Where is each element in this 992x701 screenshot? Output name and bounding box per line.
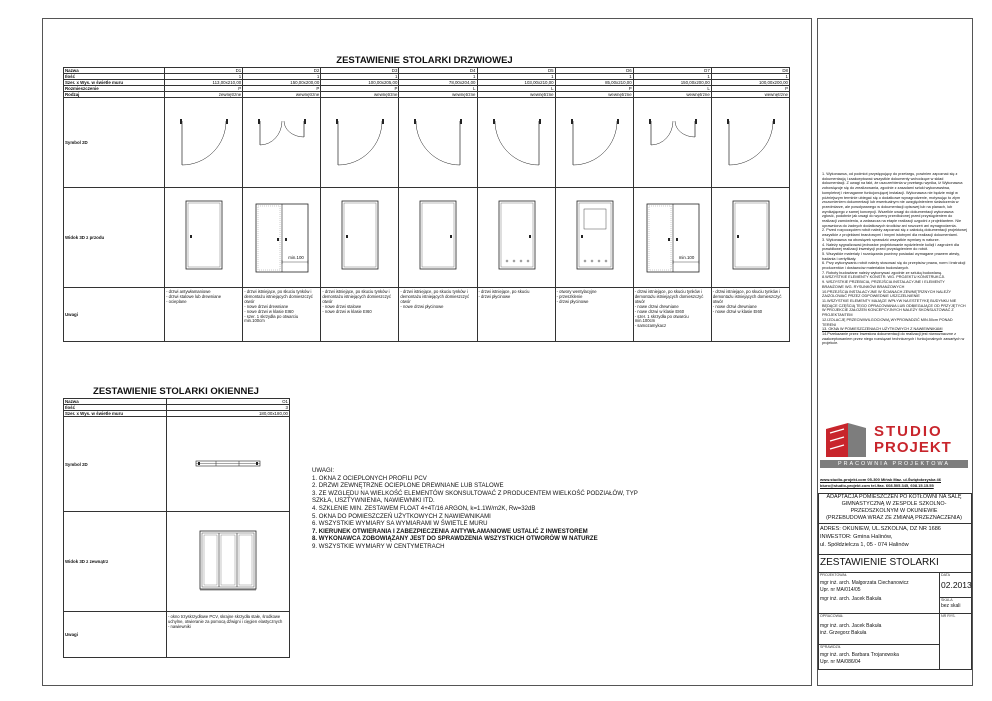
- door-type-cell: wewnętrzne: [477, 92, 555, 98]
- door-row-label-qty: Ilość: [64, 74, 165, 80]
- project-address: ADRES: OKUNIEW, UL.SZKOLNA, DZ NR 1686: [820, 526, 941, 532]
- door-row-label-type: Rodzaj: [64, 92, 165, 98]
- door-name-cell: D5: [477, 68, 555, 74]
- general-note-item: 3. ZE WZGLĘDU NA WIELKOŚĆ ELEMENTÓW SKONSULTOWAĆ Z PRODUCENTEM WIELKOŚĆ PODZIAŁÓW, TYP: [312, 489, 638, 497]
- door-type-cell: wewnętrzne: [243, 92, 321, 98]
- side-note-item: 7. Roboty budowlane należy wykonywać zgodnie ze sztuką budowlaną.: [822, 270, 943, 275]
- door-plan-symbol: [400, 107, 476, 177]
- door-qty-cell: 1: [477, 74, 555, 80]
- window-row-label-notes: Uwagi: [64, 612, 167, 658]
- checker-name: mgr inż. arch. Barbara Trojanowska: [820, 652, 899, 658]
- door-3d-cell: [555, 188, 633, 288]
- door-3d-cell: [399, 188, 477, 288]
- door-row-label-view3d: Widok 3D z przodu: [64, 188, 165, 288]
- door-notes-cell: - drzwi istniejące, po skuciu tynków i demontażu istniejących domieszczyć otwór - nowe drzwi stalowe - nowe drzwi w klasie EI60: [321, 288, 399, 342]
- door-3d-cell: [321, 188, 399, 288]
- window-plan-symbol: [168, 454, 288, 474]
- drafter-name-2: inż. Grzegorz Bakuła: [820, 630, 867, 636]
- side-note-item: 9. WSZYSTKIE PRZEBICIA, PRZEJŚCIA INSTALACYJNE I ELEMENTY BRANŻOWE WG. RYSUNKÓW BRANŻOWYCH: [822, 280, 945, 289]
- door-symbol-cell: [399, 98, 477, 188]
- window-3d-cell: [167, 512, 290, 612]
- side-note-item: 3. Wykonawca na obowiązek sprawdzić wszystkie wymiary w naturze.: [822, 237, 940, 242]
- general-note-item: 9. WSZYSTKIE WYMIARY W CENTYMETRACH: [312, 542, 445, 550]
- scale-label: SKALA: [941, 598, 953, 602]
- date-value: 02.2013: [941, 580, 972, 590]
- door-row-label-name: Nazwa: [64, 68, 165, 74]
- door-placement-cell: P: [555, 86, 633, 92]
- door-plan-symbol: [635, 107, 711, 177]
- date-label: DATA: [941, 573, 951, 577]
- door-plan-symbol: [244, 107, 320, 177]
- side-note-item: 12.IZOLACJĘ PRZECIWWILGOCIOWĄ WYPROWADZIĆ MIN.50cm PONAD TERENI: [822, 317, 953, 327]
- door-qty-cell: 1: [633, 74, 711, 80]
- role-checker-label: SPRAWDZIŁ: [820, 645, 841, 649]
- side-note-item: 1. Wykonawca, od podmiot przystępujący do przetargu, powinien zapoznać się z dokumentacją i zaakceptować wszystkie dokumenty wchodzące w skład dokumentacji. Z uwagi na fakt, że uszczerbienia w przetargu wynika, iż Wykonawca zobowiązuje się do zrealizowania, zgodnie z zasadami sztuki wykonawstwa, kompletnej i nienaganne funkcjonującej instalacji. Wykonawca nie będzie mógł w późniejszym terminie ubiegać się o dodatkowe wynagrodzenie, motywując to złym zrozumieniem dokumentacji lub ewentualnym nie uwzględnieniem świadczenia w przedmiarze, ale powoływanego w dokumentacji opisowej lub na planach, lub wynikającego z samej koncepcji. Wszelkie uwagi do dokumentacji wykonawca zgłosić, podobnie jak uwagi do wyceny przedłożonej przed przystąpieniem do realizacji zamówienia, a zwłaszcza na etapie realizacji uzgodni z projektantem. Nie uprawniona do żadnych dodatkowych środków ani roszczeń ani wynagrodzenia.: [822, 172, 963, 228]
- sheet-number-box: [939, 613, 972, 670]
- door-notes-cell: - drzwi istniejące, po skuciu tynków i demontażu istniejących domieszczyć otwór - nowe drzwi drewniane - nowe drzwi w klasie EI60 - szer. 1 skrzydła po otwarciu min.100cm: [243, 288, 321, 342]
- general-note-item: 6. WSZYSTKIE WYMIARY SA WYMIARAMI W ŚWIETLE MURU: [312, 520, 488, 528]
- door-type-cell: wewnętrzne: [555, 92, 633, 98]
- door-plan-symbol: [479, 107, 555, 177]
- door-size-cell: 100,00x200,00: [711, 80, 789, 86]
- general-note-item: 2. DRZWI ZEWNĘTRZNE OCIEPLONE DREWNIANE LUB STALOWE: [312, 482, 504, 490]
- door-placement-cell: P: [165, 86, 243, 92]
- door-symbol-cell: [477, 98, 555, 188]
- role-drafter-label: OPRACOWAŁ: [820, 614, 844, 618]
- window-row-label-size: Szer. x Wys. w świetle muru: [64, 411, 167, 417]
- door-placement-cell: P: [711, 86, 789, 92]
- side-note-item: 11.WSZYSTKIE ELEMENTY MAJĄCE WPŁYW NA ESTETYKĘ BUDYNKU NIE BĘDĄCE CZĘŚCIĄ TEGO OPRACOWANIA LUB ODBIEGAJĄCE OD PRZYJĘTYCH W PROJEKCIE ZAŁOŻEŃ KONCEPCYJNYCH NALEŻY SKONSULTOWAĆ Z PROJEKTANTEM: [822, 298, 966, 318]
- general-note-item: 8. WYKONAWCA ZOBOWIĄZANY JEST DO SPRAWDZENIA WSZYSTKICH OTWORÓW W NATURZE: [312, 535, 598, 543]
- door-type-cell: wewnętrzne: [633, 92, 711, 98]
- window-size: 180,00x180,00: [167, 411, 290, 417]
- door-3d-cell: [243, 188, 321, 288]
- door-name-cell: D4: [399, 68, 477, 74]
- door-size-cell: 85,00x210,00: [555, 80, 633, 86]
- sheet-title: ZESTAWIENIE STOLARKI: [820, 557, 939, 568]
- door-name-cell: D8: [711, 68, 789, 74]
- checker-license: Upr. nr MA/086/04: [820, 659, 861, 665]
- window-row-label-3d: Widok 3D z zewnątrz: [64, 512, 167, 612]
- door-qty-cell: 1: [399, 74, 477, 80]
- window-schedule-title: ZESTAWIENIE STOLARKI OKIENNEJ: [93, 386, 259, 397]
- project-investor: INWESTOR: Gmina Halinów,: [820, 534, 893, 540]
- designer-name: mgr inż. arch. Małgorzata Ciechanowicz: [820, 580, 909, 586]
- side-note-item: 13. OKNA W POMIESZCZENIACH UŻYTKOWYCH Z NAWIEWNIKAMI: [822, 327, 943, 332]
- door-dimension-label: min.100: [288, 255, 304, 260]
- door-qty-cell: 1: [321, 74, 399, 80]
- door-placement-cell: P: [243, 86, 321, 92]
- door-notes-cell: - drzwi istniejące, po skuciu tynków i demontażu istniejących domieszczyć otwór - nowe drzwi drewniane - nowe drzwi w klasie EI60: [711, 288, 789, 342]
- door-plan-symbol: [713, 107, 789, 177]
- door-plan-symbol: [166, 107, 242, 177]
- general-note-item: SZKŁA, USZTYWNIENIA, NAWIEWNIKI ITD.: [312, 497, 435, 505]
- side-note-item: 14.Przekazanie przez Inwestora dokumentacji do realizacji jest równoznaczne z zaakceptowaniem przez niego rozwiązań technicznych i funkcjonalnych zawartych w projekcie.: [822, 331, 965, 346]
- door-3d-cell: [633, 188, 711, 288]
- window-elevation: [168, 516, 288, 606]
- door-name-cell: D6: [555, 68, 633, 74]
- door-size-cell: 78,00x204,00: [399, 80, 477, 86]
- window-row-label-name: Nazwa: [64, 399, 167, 405]
- door-plan-symbol: [557, 107, 633, 177]
- designer-name-2: mgr inż. arch. Jacek Bakuła: [820, 596, 882, 602]
- door-notes-cell: - otwory wentylacyjne - przeszklenie - drzwi płycinowe: [555, 288, 633, 342]
- door-elevation: [479, 189, 555, 285]
- door-symbol-cell: [165, 98, 243, 188]
- window-qty: 3: [167, 405, 290, 411]
- general-note-item: 5. OKNA DO POMIESZCZEŃ UŻYTKOWYCH Z NAWIEWNIKAMI: [312, 512, 491, 520]
- door-placement-cell: L: [477, 86, 555, 92]
- door-type-cell: wewnętrzne: [399, 92, 477, 98]
- door-plan-symbol: [322, 107, 398, 177]
- door-placement-cell: L: [399, 86, 477, 92]
- logo-line1: STUDIO: [874, 423, 943, 440]
- window-name: O1: [167, 399, 290, 405]
- door-schedule-title: ZESTAWIENIE STOLARKI DRZWIOWEJ: [336, 55, 513, 66]
- window-notes: - okno trzyskrzydłowe PCV, skrajne skrzydła stałe, środkowe uchylne, otwieranie za pomocą dźwigni i cięgien elastycznych - nawiewniki: [167, 612, 290, 658]
- door-type-cell: zewnętrzne: [165, 92, 243, 98]
- door-name-cell: D2: [243, 68, 321, 74]
- contact-line1: www.studio-projekt.com 05-300 Mińsk Maz. ul.Świętokrzyska 46: [820, 477, 941, 482]
- window-symbol-cell: [167, 417, 290, 512]
- side-note-item: 8.WSZYSTKIE ELEMENTY KONSTR. WG. PROJEKTU KONSTRUKCJI.: [822, 275, 946, 280]
- side-notes: [822, 172, 967, 346]
- door-placement-cell: P: [321, 86, 399, 92]
- door-notes-cell: - drzwi istniejące, po skuciu tynków i demontażu istniejących domieszczyć otwór - nowe drzwi płycinowe: [399, 288, 477, 342]
- door-elevation: [400, 189, 476, 285]
- door-dimension-label: min.100: [678, 255, 695, 260]
- side-note-item: 6. Przy wykonywaniu robót należy stosować się do przepisów prawa, norm i instrukcji producentów i dostawców materiałów budowlanych.: [822, 261, 966, 271]
- door-row-label-placement: Rozmieszczenie: [64, 86, 165, 92]
- door-qty-cell: 1: [555, 74, 633, 80]
- door-notes-cell: - drzwi istniejące, po skuciu tynków i demontażu istniejących domieszczyć otwór - nowe drzwi drewniane - nowe drzwi w klasie EI60 - szer. 1 skrzydła po otwarciu min.100cm - samozamykacz: [633, 288, 711, 342]
- door-size-cell: 103,00x210,00: [477, 80, 555, 86]
- door-size-cell: 113,00x210,00: [165, 80, 243, 86]
- door-size-cell: 150,00x200,00: [243, 80, 321, 86]
- door-3d-cell: [165, 188, 243, 288]
- door-schedule-table: [63, 67, 790, 342]
- door-qty-cell: 1: [711, 74, 789, 80]
- door-name-cell: D1: [165, 68, 243, 74]
- door-qty-cell: 1: [165, 74, 243, 80]
- door-name-cell: D3: [321, 68, 399, 74]
- door-type-cell: wewnętrzne: [321, 92, 399, 98]
- door-size-cell: 150,00x200,00: [633, 80, 711, 86]
- window-row-label-qty: Ilość: [64, 405, 167, 411]
- door-row-label-notes: Uwagi: [64, 288, 165, 342]
- side-note-item: 2. Przed rozpoczęciem robót należy zapoznać się z całością dokumentacji projektowej wszystkie z projektami branżowymi i innymi istotnymi dla realizacji dokumentami.: [822, 228, 967, 238]
- general-note-item: 7. KIERUNEK OTWIERANIA I ZABEZPIECZENIA ANTYWŁAMANIOWE USTALIĆ Z INWESTOREM: [312, 527, 588, 535]
- door-row-label-symbol: Symbol 2D: [64, 98, 165, 188]
- door-placement-cell: L: [633, 86, 711, 92]
- door-elevation: [713, 189, 789, 285]
- door-elevation: [557, 189, 633, 285]
- door-symbol-cell: [321, 98, 399, 188]
- door-symbol-cell: [555, 98, 633, 188]
- door-symbol-cell: [633, 98, 711, 188]
- door-elevation: [322, 189, 398, 285]
- door-symbol-cell: [243, 98, 321, 188]
- sheet-number-label: NR RYS.: [941, 614, 956, 618]
- window-row-label-symbol: Symbol 2D: [64, 417, 167, 512]
- scale-value: bez skali: [941, 603, 961, 609]
- logo-line2: PROJEKT: [874, 439, 952, 456]
- project-subtitle: (PRZEBUDOWA WRAZ ZE ZMIANĄ PRZEZNACZENIA): [826, 515, 962, 521]
- door-3d-cell: [477, 188, 555, 288]
- door-3d-cell: [711, 188, 789, 288]
- door-symbol-cell: [711, 98, 789, 188]
- side-note-item: 5. Wszystkie materiały i rozwiązania powinny posiadać wymagane prawem atesty, badania i certyfikaty.: [822, 251, 960, 261]
- logo-tagline: PRACOWNIA PROJEKTOWA: [820, 460, 968, 468]
- role-designer-label: PROJEKTOWAŁ: [820, 573, 847, 577]
- door-row-label-size: Szer. x Wys. w świetle muru: [64, 80, 165, 86]
- designer-license: Upr. nr MA/014/05: [820, 587, 861, 593]
- door-notes-cell: - drzwi istniejące, po skuciu - drzwi płycinowe: [477, 288, 555, 342]
- general-note-item: 4. SZKLENIE MIN. ZESTAWEM FLOAT 4+4T/16 ARGON, k=1.1W/m2K, Rw=32dB: [312, 504, 536, 512]
- door-name-cell: D7: [633, 68, 711, 74]
- general-notes-heading: UWAGI:: [312, 467, 335, 474]
- studio-logo: [818, 419, 970, 469]
- project-title: ADAPTACJA POMIESZCZEŃ PO KOTŁOWNI NA SALĘ GIMNASTYCZNĄ W ZESPOLE SZKOLNO-PRZEDSZKOLNYM W OKUNIEWIE: [826, 494, 962, 514]
- side-note-item: 10.PRZEJŚCIA INSTALACYJNE W ŚCIANACH ZEWNĘTRZNYCH NALEŻY ZAIZOLOWAĆ PRZEZ ODPOWIEDNIE USZCZELNIENIE: [822, 289, 951, 299]
- door-notes-cell: - drzwi antywłamaniowe - drzwi stalowe lub drewniane - ocieplane: [165, 288, 243, 342]
- project-investor-address: ul. Spółdzielcza 1, 05 - 074 Halinów: [820, 542, 909, 548]
- window-schedule-table: [63, 398, 290, 658]
- door-elevation: [166, 189, 242, 285]
- door-size-cell: 100,00x205,00: [321, 80, 399, 86]
- drafter-name: mgr inż. arch. Jacek Bakuła: [820, 623, 882, 629]
- door-type-cell: wewnętrzne: [711, 92, 789, 98]
- general-note-item: 1. OKNA Z OCIEPLONYCH PROFILI PCV: [312, 474, 427, 482]
- side-note-item: 4. Należy sygnalizować jednostce projektowanie wydzielenie kolizji i zagrożeń dla prawidłowej realizacji inwestycji przed przystąpieniem do robót.: [822, 242, 959, 252]
- door-qty-cell: 1: [243, 74, 321, 80]
- general-notes: [312, 467, 638, 551]
- contact-line2: biuro@studio-projekt.com tel./fax. 608.505.345, 608.15.15.55: [820, 483, 934, 488]
